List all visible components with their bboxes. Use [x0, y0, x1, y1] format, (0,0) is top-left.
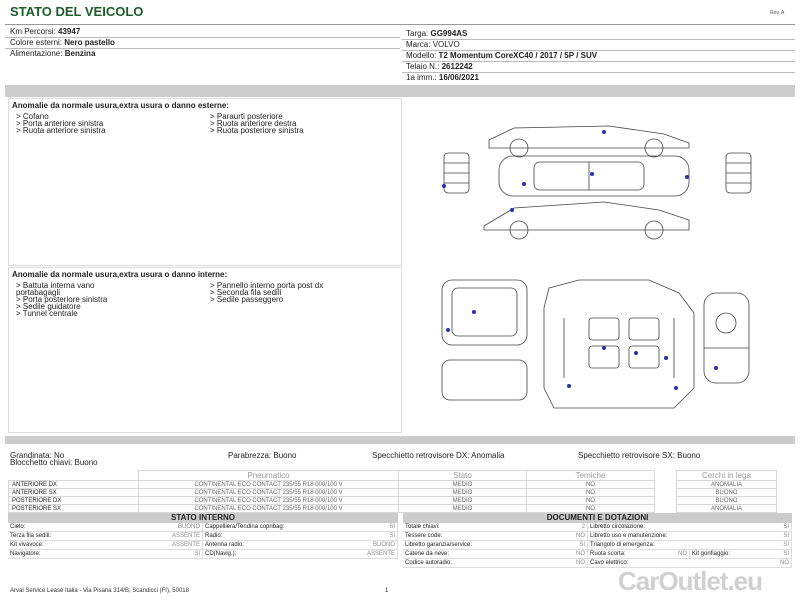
- list-item: Kit gonfiaggio: SI: [690, 550, 792, 559]
- stato-interno-title: STATO INTERNO: [8, 513, 398, 523]
- info-plate-value: GG994AS: [430, 29, 468, 38]
- list-item: > Paraurti posteriore: [210, 112, 283, 121]
- list-item: Kit vivavoce: ASSENTE: [8, 541, 203, 550]
- list-item: > Seconda fila sedili: [210, 288, 282, 297]
- list-item: Catene da neve: NO: [403, 550, 588, 559]
- internal-car-diagram: [404, 268, 794, 434]
- info-plate: Targa: GG994AS: [406, 29, 468, 38]
- check-hail: Grandinata: No: [10, 451, 65, 460]
- info-model: Modello: T2 Momentum CoreXC40 / 2017 / 5P / SUV: [406, 51, 598, 60]
- list-item: > Tunnel centrale: [16, 309, 78, 318]
- section-separator: [5, 436, 795, 444]
- list-item: > Porta posteriore sinistra: [16, 295, 108, 304]
- info-fuel: Alimentazione: Benzina: [10, 49, 96, 58]
- external-damage-list-1: [16, 113, 106, 134]
- table-row: POSTERIORE SX CONTINENTAL ECO CONTACT 235/55 R18 000/100 V MEDIO NO ANOMALIA: [9, 505, 777, 513]
- rear-window-view: [442, 360, 527, 400]
- documenti-box: [403, 513, 792, 523]
- list-item: Terza fila sedili: ASSENTE: [8, 532, 203, 541]
- check-mirror-dx: Specchietto retrovisore DX: Anomalia: [372, 451, 505, 460]
- damage-marker: [602, 130, 606, 134]
- list-item: Navigatore: SI: [8, 550, 203, 559]
- info-first-reg-value: 16/06/2021: [438, 73, 479, 82]
- list-item: Totale chiavi: 2: [403, 523, 588, 532]
- list-item: portabagagli: [16, 288, 61, 297]
- damage-marker: [442, 184, 446, 188]
- col-stato: Stato: [399, 471, 527, 481]
- info-chassis: Telaio N.: 2612242: [406, 62, 473, 71]
- internal-damage-list-1: [16, 282, 107, 317]
- info-model-value: T2 Momentum CoreXC40 / 2017 / 5P / SUV: [438, 51, 598, 60]
- damage-marker: [510, 208, 514, 212]
- list-item: > Ruota anteriore destra: [210, 119, 297, 128]
- info-first-reg: 1a imm.: 16/06/2021: [406, 73, 479, 82]
- damage-marker: [685, 175, 689, 179]
- internal-damage-list-2: [210, 282, 323, 303]
- list-item: > Pannello interno porta post dx: [210, 281, 324, 290]
- table-row: POSTERIORE DX CONTINENTAL ECO CONTACT 235/55 R18 000/100 V MEDIO NO BUONO: [9, 497, 777, 505]
- damage-marker: [522, 182, 526, 186]
- list-item: > Battuta interna vano: [16, 281, 95, 290]
- table-row: ANTERIORE SX CONTINENTAL ECO CONTACT 235/55 R18 000/100 V MEDIO NO BUONO: [9, 489, 777, 497]
- col-tyre: Pneumatico: [139, 471, 399, 481]
- list-item: Cappelliera/Tendina copribag: SI: [203, 523, 398, 532]
- info-color: Colore esterni: Nero pastello: [10, 38, 115, 47]
- list-item: > Ruota posteriore sinistra: [210, 126, 304, 135]
- list-item: Antenna radio: BUONO: [203, 541, 398, 550]
- list-item: Libretto circolazione: SI: [588, 523, 792, 532]
- external-damage-list-2: [210, 113, 304, 134]
- revision-label: Rev. A: [770, 10, 785, 16]
- list-item: Tessere code: NO: [403, 532, 588, 541]
- list-item: Cavo elettrico: NO: [588, 559, 792, 568]
- page-title: STATO DEL VEICOLO: [10, 4, 144, 19]
- car-side-top: [489, 126, 689, 148]
- list-item: Libretto garanzia/service: SI: [403, 541, 588, 550]
- cabin-top-view: [544, 280, 694, 408]
- list-item: Triangolo di emergenza: SI: [588, 541, 792, 550]
- page-number: 1: [385, 588, 389, 594]
- list-item: Codice autoradio: NO: [403, 559, 588, 568]
- info-color-value: Nero pastello: [64, 38, 115, 47]
- damage-marker: [590, 172, 594, 176]
- external-car-diagram: [404, 98, 794, 266]
- internal-damage-title: Anomalie da normale usura,extra usura o danno interne:: [12, 270, 228, 279]
- dashboard-view: [704, 293, 749, 383]
- row-divider: [402, 39, 795, 40]
- list-item: Libretto uso e manutenzione: SI: [588, 532, 792, 541]
- external-damage-title: Anomalie da normale usura,extra usura o danno esterne:: [12, 101, 229, 110]
- info-brand: Marca: VOLVO: [406, 40, 460, 49]
- info-km: Km Percorsi: 43947: [10, 27, 81, 36]
- damage-marker: [446, 328, 450, 332]
- check-windshield: Parabrezza: Buono: [228, 451, 297, 460]
- documenti-title: DOCUMENTI E DOTAZIONI: [403, 513, 792, 523]
- col-temiche: Temiche: [527, 471, 655, 481]
- check-key-block: Blocchetto chiavi: Buono: [10, 458, 98, 467]
- stato-interno-box: [8, 513, 398, 523]
- damage-marker: [634, 351, 638, 355]
- header-divider: [5, 24, 795, 25]
- list-item: CD(Navig.): ASSENTE: [203, 550, 398, 559]
- damage-marker: [472, 310, 476, 314]
- damage-marker: [664, 356, 668, 360]
- info-brand-value: VOLVO: [432, 40, 460, 49]
- damage-marker: [714, 366, 718, 370]
- list-item: > Sedile guidatore: [16, 302, 81, 311]
- table-header-row: [9, 471, 777, 481]
- section-separator: [5, 85, 795, 97]
- info-km-value: 43947: [58, 27, 81, 36]
- col-cerchi: Cerchi in lega: [677, 471, 777, 481]
- footer-address: Arval Service Lease Italia - Via Pisana 314/B, Scandicci (FI), 50018: [10, 588, 189, 594]
- list-item: Radio: SI: [203, 532, 398, 541]
- list-item: > Ruota anteriore sinistra: [16, 126, 106, 135]
- info-chassis-value: 2612242: [441, 62, 473, 71]
- car-side-bottom: [484, 202, 689, 230]
- list-item: Ruota scorta: NO: [588, 550, 690, 559]
- list-item: > Porta anteriore sinistra: [16, 119, 104, 128]
- info-fuel-value: Benzina: [64, 49, 96, 58]
- table-row: ANTERIORE DX CONTINENTAL ECO CONTACT 235/55 R18 000/100 V MEDIO NO ANOMALIA: [9, 481, 777, 489]
- list-item: > Cofano: [16, 112, 49, 121]
- tyres-table: [8, 470, 777, 513]
- damage-marker: [567, 384, 571, 388]
- list-item: > Sedile passeggero: [210, 295, 284, 304]
- list-item: Cielo: BUONO: [8, 523, 203, 532]
- watermark-logo: CarOutlet.eu: [618, 566, 763, 596]
- damage-marker: [674, 386, 678, 390]
- check-mirror-sx: Specchietto retrovisore SX: Buono: [578, 451, 701, 460]
- damage-marker: [602, 346, 606, 350]
